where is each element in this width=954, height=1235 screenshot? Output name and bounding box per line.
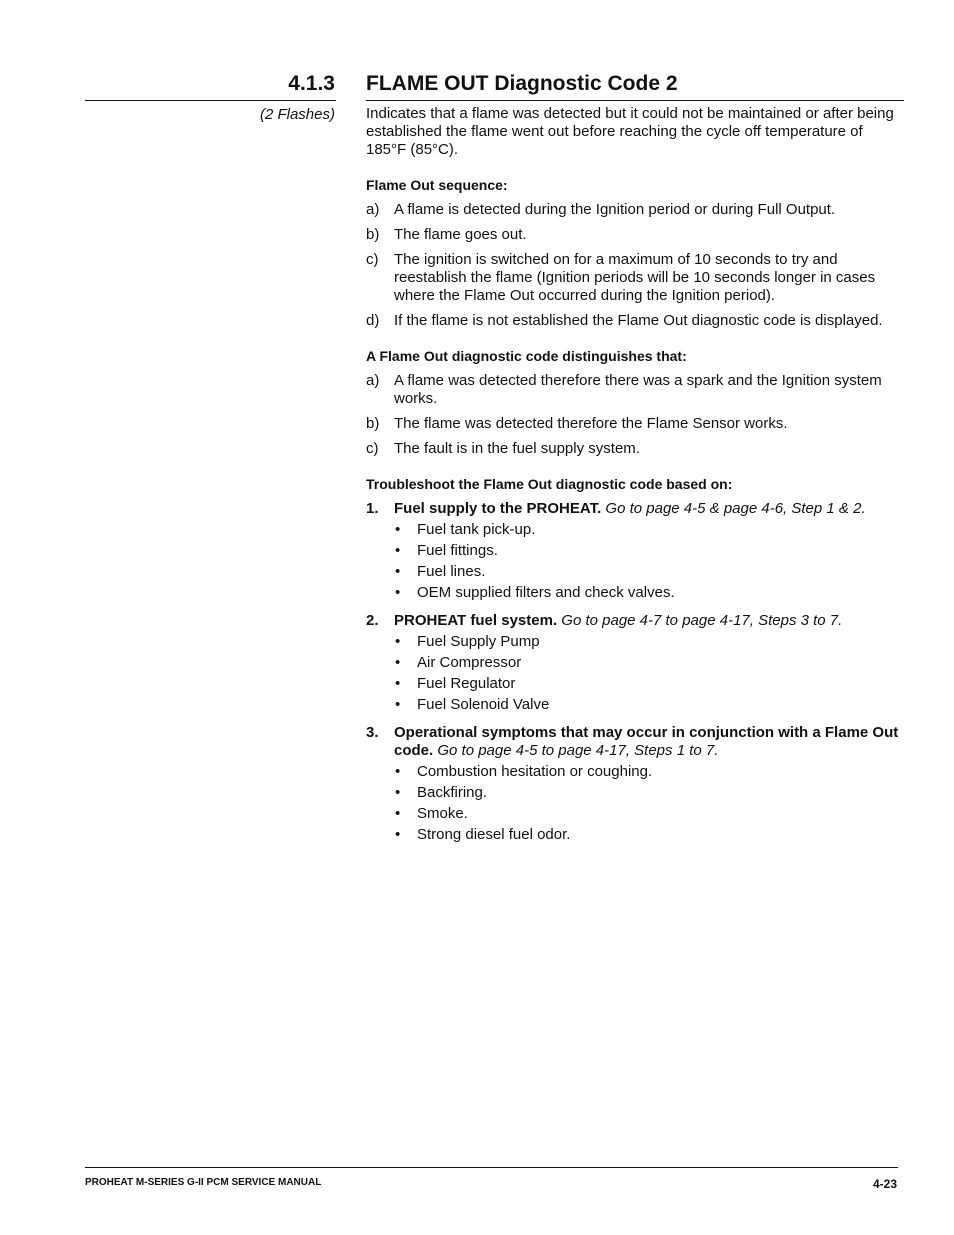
bullet-icon: • xyxy=(395,696,401,713)
step-bullets xyxy=(394,763,906,847)
list-item-text: A flame is detected during the Ignition period or during Full Output. xyxy=(394,201,836,218)
step-heading xyxy=(394,612,906,630)
list-marker: a) xyxy=(366,372,380,389)
bullet-icon: • xyxy=(395,763,401,780)
bullet-item xyxy=(394,696,906,717)
sequence-heading: Flame Out sequence: xyxy=(366,177,508,193)
step-heading xyxy=(394,500,906,518)
bullet-item xyxy=(394,633,906,654)
list-item xyxy=(366,251,906,305)
bullet-text: Fuel fittings. xyxy=(417,542,498,559)
section-number: 4.1.3 xyxy=(288,72,335,95)
bullet-text: Fuel Solenoid Valve xyxy=(417,696,550,713)
list-marker: a) xyxy=(366,201,380,218)
intro-paragraph: Indicates that a flame was detected but it could not be maintained or after being established the flame went out before reaching the cycle off temperature of 185°F (85°C). xyxy=(366,105,894,158)
bullet-icon: • xyxy=(395,521,401,538)
bullet-icon: • xyxy=(395,654,401,671)
troubleshoot-step xyxy=(366,724,906,847)
troubleshoot-heading: Troubleshoot the Flame Out diagnostic code based on: xyxy=(366,476,733,492)
bullet-text: Smoke. xyxy=(417,805,468,822)
flash-count-note: (2 Flashes) xyxy=(259,106,335,123)
step-number: 1. xyxy=(366,500,379,517)
step-bullets xyxy=(394,521,906,605)
bullet-item xyxy=(394,826,906,847)
list-item-text: The fault is in the fuel supply system. xyxy=(394,440,640,457)
step-title: PROHEAT fuel system. xyxy=(394,612,558,629)
heading-rule-right xyxy=(366,100,904,101)
bullet-icon: • xyxy=(395,563,401,580)
sequence-list xyxy=(366,201,906,330)
list-item xyxy=(366,226,906,244)
step-title: Operational symptoms that may occur in conjunction with a Flame Out code. xyxy=(394,724,899,759)
bullet-item xyxy=(394,763,906,784)
list-item xyxy=(366,201,906,219)
list-item xyxy=(366,440,906,458)
bullet-icon: • xyxy=(395,542,401,559)
list-item-text: If the flame is not established the Flame Out diagnostic code is displayed. xyxy=(394,312,883,329)
troubleshoot-steps xyxy=(366,500,906,847)
list-item-text: A flame was detected therefore there was a spark and the Ignition system works. xyxy=(394,372,882,407)
bullet-item xyxy=(394,654,906,675)
bullet-text: Strong diesel fuel odor. xyxy=(417,826,571,843)
footer-page-number: 4-23 xyxy=(872,1177,897,1191)
bullet-text: Fuel Regulator xyxy=(417,675,516,692)
list-marker: c) xyxy=(366,440,379,457)
footer-manual-title: PROHEAT M-SERIES G-II PCM SERVICE MANUAL xyxy=(85,1177,322,1188)
list-marker: d) xyxy=(366,312,380,329)
bullet-text: Air Compressor xyxy=(417,654,522,671)
list-marker: c) xyxy=(366,251,379,268)
bullet-icon: • xyxy=(395,675,401,692)
step-page-reference: Go to page 4-5 to page 4-17, Steps 1 to 7. xyxy=(437,742,719,759)
bullet-text: Fuel tank pick-up. xyxy=(417,521,536,538)
bullet-text: Combustion hesitation or coughing. xyxy=(417,763,653,780)
bullet-icon: • xyxy=(395,826,401,843)
bullet-icon: • xyxy=(395,805,401,822)
step-number: 3. xyxy=(366,724,379,741)
distinguishes-list xyxy=(366,372,906,458)
bullet-item xyxy=(394,584,906,605)
step-bullets xyxy=(394,633,906,717)
distinguishes-heading: A Flame Out diagnostic code distinguishes that: xyxy=(366,348,687,364)
list-marker: b) xyxy=(366,415,380,432)
list-marker: b) xyxy=(366,226,380,243)
bullet-text: Fuel lines. xyxy=(417,563,486,580)
list-item-text: The flame goes out. xyxy=(394,226,527,243)
bullet-text: Backfiring. xyxy=(417,784,488,801)
bullet-item xyxy=(394,521,906,542)
bullet-item xyxy=(394,805,906,826)
list-item xyxy=(366,415,906,433)
bullet-item xyxy=(394,542,906,563)
footer-rule xyxy=(85,1167,898,1168)
list-item xyxy=(366,372,906,408)
bullet-text: OEM supplied filters and check valves. xyxy=(417,584,675,601)
bullet-item xyxy=(394,784,906,805)
step-number: 2. xyxy=(366,612,379,629)
bullet-text: Fuel Supply Pump xyxy=(417,633,540,650)
section-title: FLAME OUT Diagnostic Code 2 xyxy=(366,72,678,95)
heading-rule-left xyxy=(85,100,336,101)
step-title: Fuel supply to the PROHEAT. xyxy=(394,500,602,517)
bullet-icon: • xyxy=(395,633,401,650)
bullet-icon: • xyxy=(395,584,401,601)
list-item-text: The flame was detected therefore the Flame Sensor works. xyxy=(394,415,788,432)
bullet-item xyxy=(394,563,906,584)
troubleshoot-step xyxy=(366,500,906,605)
step-page-reference: Go to page 4-5 & page 4-6, Step 1 & 2. xyxy=(605,500,866,517)
troubleshoot-step xyxy=(366,612,906,717)
bullet-item xyxy=(394,675,906,696)
list-item-text: The ignition is switched on for a maximum of 10 seconds to try and reestablish the flame (Ignition periods will be 10 seconds longer in cases where the Flame Out occurred during the Ignition period). xyxy=(394,251,876,304)
step-page-reference: Go to page 4-7 to page 4-17, Steps 3 to 7. xyxy=(561,612,843,629)
step-heading xyxy=(394,724,906,760)
list-item xyxy=(366,312,906,330)
bullet-icon: • xyxy=(395,784,401,801)
body-content xyxy=(366,105,906,854)
